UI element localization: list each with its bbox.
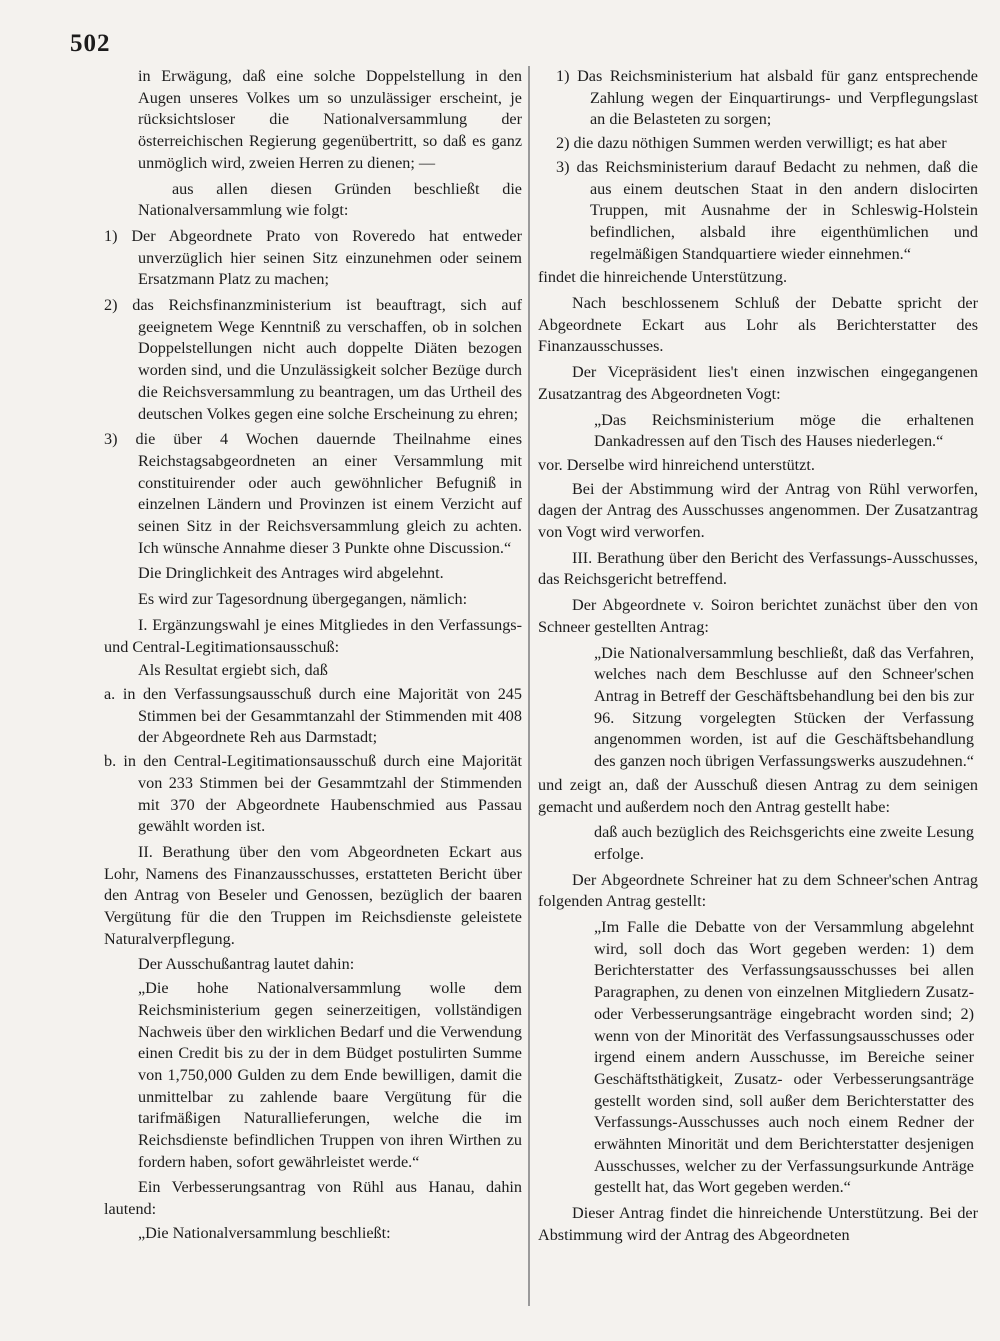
list-item: 3) das Reichsministerium darauf Bedacht zu nehmen, daß die aus einem deutschen Staat in den andern dislocirten Truppen, mit Ausnahme der in Schleswig-Holstein befindlichen, alsbald ihre eigenthümlichen und regelmäßigen Standquartiere wieder einnehmen.“ — [556, 157, 978, 263]
quotation: „Das Reichsministerium möge die erhaltenen Dankadressen auf den Tisch des Hauses niederlegen.“ — [594, 410, 974, 451]
paragraph: Bei der Abstimmung wird der Antrag von Rühl verworfen, dagen der Antrag des Ausschusses angenommen. Der Zusatzantrag von Vogt wird verworfen. — [538, 479, 978, 542]
section-heading: II. Berathung über den vom Abgeordneten Eckart aus Lohr, Namens des Finanzausschusses, erstatteten Bericht über den Antrag von Beseler und Genossen, bezüglich der baaren Vergütung für die den Truppen im Reichsdienste geleistete Naturalverpflegung. — [104, 842, 522, 948]
paragraph: Die Dringlichkeit des Antrages wird abgelehnt. — [138, 564, 444, 583]
paragraph: Ein Verbesserungsantrag von Rühl aus Hanau, dahin lautend: — [104, 1178, 522, 1219]
paragraph: und zeigt an, daß der Ausschuß diesen Antrag zu dem seinigen gemacht und außerdem noch den Antrag gestellt habe: — [538, 775, 978, 816]
paragraph: Nach beschlossenem Schluß der Debatte spricht der Abgeordnete Eckart aus Lohr als Berichterstatter des Finanzausschusses. — [538, 294, 978, 356]
quotation: „Die hohe Nationalversammlung wolle dem Reichsministerium gegen seinerzeitigen, vollständigen Nachweis über den wirklichen Bedarf und die Verwendung einen Credit bis zu der in dem Büdget postulirten Summe von 1,750,000 Gulden zu dem Ende bewilligen, damit die unmittelbar zu zahlende baare Vergütung für die tarifmäßigen Naturallieferungen, welche die im Reichsdienste befindlichen Truppen von ihren Wirthen zu fordern haben, sofort gewährleistet werde.“ — [138, 979, 522, 1171]
list-item: 1) Der Abgeordnete Prato von Roveredo hat entweder unverzüglich hier seinen Sitz einzunehmen oder seinem Ersatzmann Platz zu machen; — [104, 226, 522, 289]
paragraph: vor. Derselbe wird hinreichend unterstützt. — [538, 455, 815, 474]
paragraph: aus allen diesen Gründen beschließt die Nationalversammlung wie folgt: — [138, 179, 522, 220]
paragraph: in Erwägung, daß eine solche Doppelstellung in den Augen unseres Volkes um so unzulässiger erscheint, je rücksichtsloser die Nationalversammlung der österreichischen Regierung gegenübertritt, so daß es ganz unmöglich wird, zweien Herren zu dienen; — — [138, 67, 522, 172]
right-column — [538, 66, 978, 1247]
quotation: „Die Nationalversammlung beschließt, daß das Verfahren, welches nach dem Beschlusse auf den Schneer'schen Antrag in Betreff der Geschäftsbehandlung bei den bis zur 96. Sitzung vorgelegten Stücken der Verfassung angenommen worden, ist auf die Geschäftsbehandlung des ganzen noch übrigen Verfassungswerks auszudehnen.“ — [594, 643, 974, 771]
paragraph: Als Resultat ergiebt sich, daß — [138, 661, 328, 680]
list-item: 3) die über 4 Wochen dauernde Theilnahme eines Reichstagsabgeordneten an einer Versammlung mit constituirender oder auch gewöhnlicher Befugniß in einzelnen Ländern und Provinzen ist einem Verzicht auf seinen Sitz in der Reichsversammlung gleich zu achten. Ich wünsche Annahme dieser 3 Punkte ohne Discussion.“ — [104, 430, 522, 557]
left-column — [104, 66, 522, 1245]
paragraph: Dieser Antrag findet die hinreichende Unterstützung. Bei der Abstimmung wird der Antrag des Abgeordneten — [538, 1204, 978, 1244]
paragraph: Der Ausschußantrag lautet dahin: — [138, 955, 355, 974]
paragraph: Der Abgeordnete v. Soiron berichtet zunächst über den von Schneer gestellten Antrag: — [538, 596, 978, 636]
paragraph: Der Abgeordnete Schreiner hat zu dem Schneer'schen Antrag folgenden Antrag gestellt: — [538, 870, 978, 911]
list-item: 2) das Reichsfinanzministerium ist beauftragt, sich auf geeignetem Wege Kenntniß zu verschaffen, ob in solchen Doppelstellungen nicht auch doppelte Diäten bezogen worden sind, und die Unzulässigkeit solcher Bezüge durch die Reichsversammlung zu beantragen, um das Urtheil des deutschen Volkes gegen eine solche Erscheinung zu ehren; — [104, 296, 522, 423]
paragraph: Es wird zur Tagesordnung übergegangen, nämlich: — [138, 590, 468, 609]
list-item: 2) die dazu nöthigen Summen werden verwilligt; es hat aber — [556, 134, 947, 153]
paragraph: daß auch bezüglich des Reichsgerichts eine zweite Lesung erfolge. — [594, 823, 974, 863]
paragraph: findet die hinreichende Unterstützung. — [538, 268, 788, 287]
quotation: „Im Falle die Debatte von der Versammlung abgelehnt wird, soll doch das Wort gegeben werden: 1) dem Berichterstatter des Verfassungsausschusses bei allen Paragraphen, zu denen von einzelnen Mitgliedern Zusatz- oder Verbesserungsanträge eingebracht worden sind; 2) wenn von der Minorität des Verfassungsausschusses oder irgend einem andern Ausschusse, im Bereiche seiner Geschäftsthätigkeit, Zusatz- oder Verbesserungsanträge gestellt worden sind, soll außer dem Berichterstatter des Verfassungs-Ausschusses auch noch einem Redner der erwähnten Minorität und dem Berichterstatter desjenigen Ausschusses, welcher zu der Verfassungsurkunde Anträge gestellt hat, das Wort gegeben werden.“ — [594, 918, 974, 1197]
section-heading: I. Ergänzungswahl je eines Mitgliedes in den Verfassungs- und Central-Legitimationsausschuß: — [104, 615, 522, 656]
list-item: a. in den Verfassungsausschuß durch eine Majorität von 245 Stimmen bei der Gesammtanzahl der Stimmenden mit 408 der Abgeordnete Reh aus Darmstadt; — [104, 684, 522, 747]
page-number: 502 — [70, 30, 111, 57]
paragraph: Der Vicepräsident lies't einen inzwischen eingegangenen Zusatzantrag des Abgeordneten Vogt: — [538, 363, 978, 403]
column-divider — [528, 66, 530, 1306]
list-item: 1) Das Reichsministerium hat alsbald für ganz entsprechende Zahlung wegen der Einquartirungs- und Verpflegungslast an die Belasteten zu sorgen; — [556, 67, 978, 129]
quotation: „Die Nationalversammlung beschließt: — [138, 1223, 391, 1242]
section-heading: III. Berathung über den Bericht des Verfassungs-Ausschusses, das Reichsgericht betreffend. — [538, 548, 978, 589]
list-item: b. in den Central-Legitimationsausschuß durch eine Majorität von 233 Stimmen bei der Gesammtzahl der Stimmenden mit 370 der Abgeordnete Haubenschmied aus Passau gewählt worden ist. — [104, 752, 522, 836]
